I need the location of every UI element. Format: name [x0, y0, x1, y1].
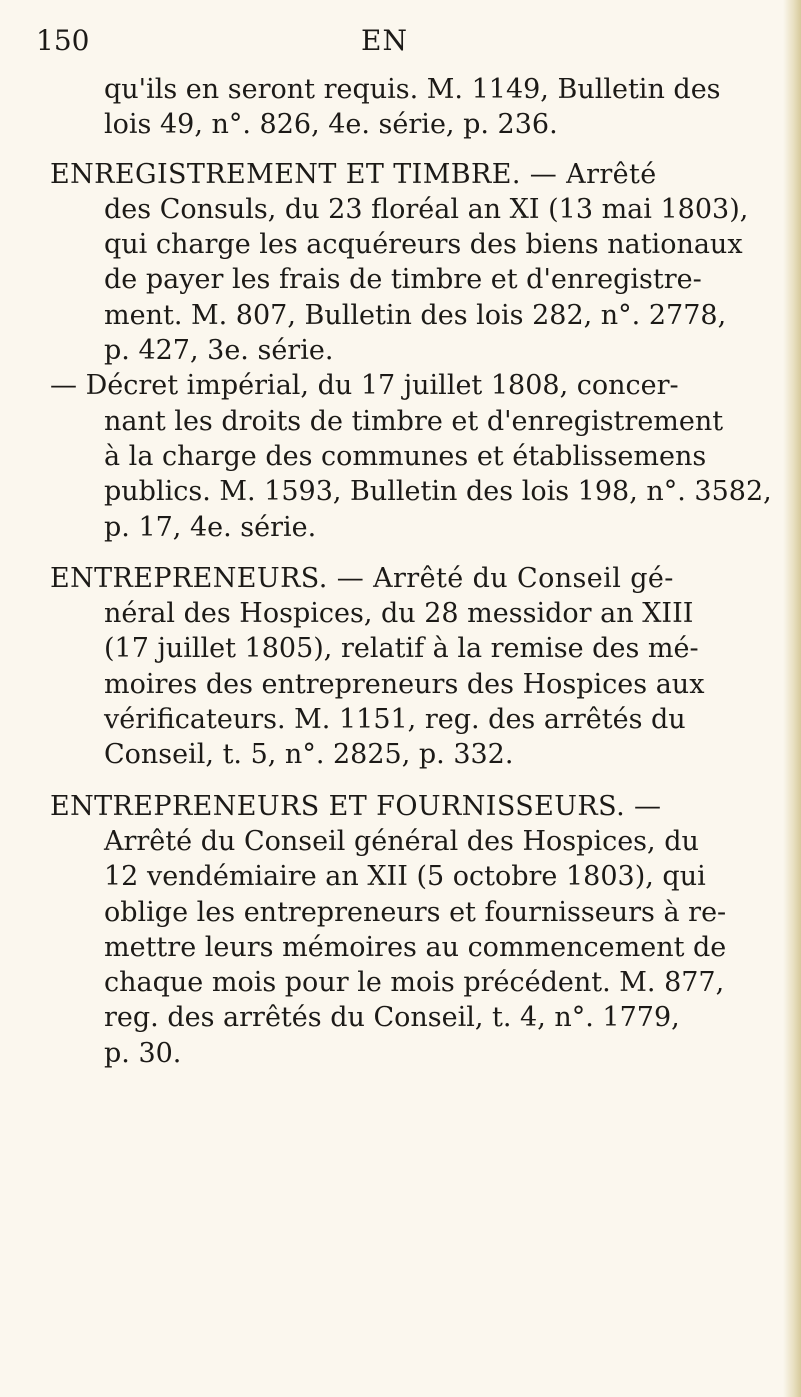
- text-line: moires des entrepreneurs des Hospices aux: [104, 668, 705, 700]
- text-line: qui charge les acquéreurs des biens nationaux: [104, 229, 743, 261]
- text-line: qu'ils en seront requis. M. 1149, Bulletin des: [104, 74, 721, 105]
- text-line: — Décret impérial, du 17 juillet 1808, concer-: [50, 370, 679, 402]
- text-line: nant les droits de timbre et d'enregistrement: [104, 405, 724, 437]
- text-line: ment. M. 807, Bulletin des lois 282, n°. 2778,: [104, 299, 727, 331]
- text-line: p. 30.: [104, 1037, 182, 1069]
- text-line: (17 juillet 1805), relatif à la remise des mé-: [104, 633, 699, 665]
- text-line: néral des Hospices, du 28 messidor an XIII: [104, 598, 694, 630]
- text-line: de payer les frais de timbre et d'enregistre-: [104, 264, 702, 296]
- text-line: oblige les entrepreneurs et fournisseurs à re-: [104, 896, 727, 928]
- text-line: chaque mois pour le mois précédent. M. 877,: [104, 967, 725, 999]
- text-line: des Consuls, du 23 floréal an XI (13 mai 1803),: [104, 193, 749, 225]
- text-line: lois 49, n°. 826, 4e. série, p. 236.: [104, 109, 558, 141]
- entry-heading-line: ENTREPRENEURS ET FOURNISSEURS. —: [50, 790, 662, 822]
- text-line: 12 vendémiaire an XII (5 octobre 1803), qui: [104, 861, 706, 893]
- text-line: vérificateurs. M. 1151, reg. des arrêtés du: [104, 704, 686, 736]
- entry-heading-line: ENTREPRENEURS. — Arrêté du Conseil gé-: [50, 562, 674, 594]
- text-line: à la charge des communes et établissemens: [104, 440, 707, 472]
- text-line: mettre leurs mémoires au commencement de: [104, 931, 727, 963]
- text-line: reg. des arrêtés du Conseil, t. 4, n°. 1779,: [104, 1002, 680, 1034]
- text-line: publics. M. 1593, Bulletin des lois 198, n°. 3582,: [104, 476, 772, 508]
- page-number: 150: [36, 24, 90, 57]
- running-head: EN: [361, 24, 408, 57]
- page-edge: [783, 0, 801, 1397]
- text-line: Conseil, t. 5, n°. 2825, p. 332.: [104, 739, 514, 771]
- text-line: Arrêté du Conseil général des Hospices, du: [104, 825, 699, 857]
- text-line: p. 427, 3e. série.: [104, 335, 334, 367]
- text-line: p. 17, 4e. série.: [104, 511, 317, 543]
- entry-heading-line: ENREGISTREMENT ET TIMBRE. — Arrêté: [50, 158, 657, 190]
- page-body: [50, 72, 772, 1071]
- page-header: [36, 24, 496, 64]
